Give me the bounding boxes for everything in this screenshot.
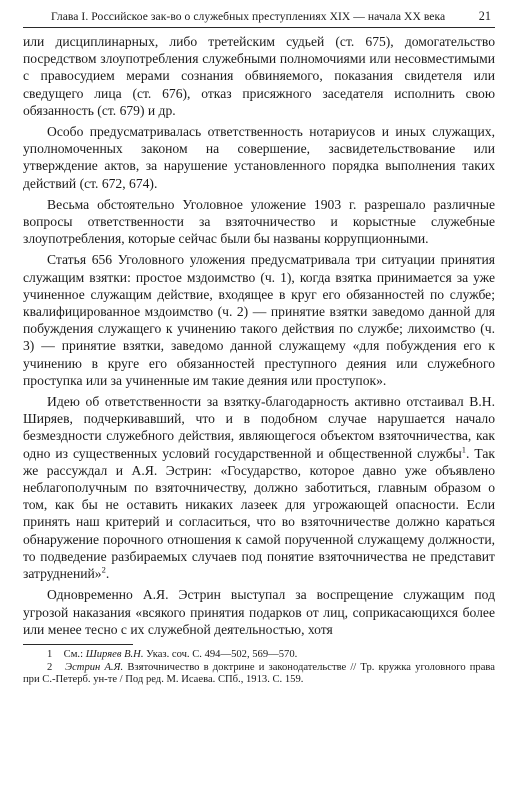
paragraph-article-656: Статья 656 Уголовного уложения предусматривала три ситуации принятия служащим взятки: простое мздоимство (ч. 1), когда взятка принимается за уже учиненное служащим действие, входящее в круг его обязанностей по службе; квалифицированное мздоимство (ч. 2) — принятие взятки заведомо данной для побуждения служащего к учинению такого действия по службе; лихоимство (ч. 3) — принятие взятки, заведомо данной служащему «для побуждения его к учинению в круге его обязанностей преступного деяния или служебного проступка или за учиненные им такие деяния или проступок». xyxy=(23,252,495,388)
running-title: Глава I. Российское зак-во о служебных преступлениях XIX — начала XX века xyxy=(51,10,446,23)
footnote-1 xyxy=(23,649,495,662)
paragraph-shiryaev-estrin xyxy=(23,393,495,582)
running-head xyxy=(23,9,495,28)
footnote-author: Ширяев В.Н. xyxy=(85,648,144,660)
body-text xyxy=(23,33,495,638)
footnote-ref-1[interactable]: 1 xyxy=(461,444,467,455)
footnote-text: Взяточничество в доктрине и законодательстве // Тр. кружка уголовного права при С.-Петерб. ун-те / Под ред. М. Исаева. СПб., 1913. С. 159. xyxy=(23,661,495,686)
paragraph-text: . xyxy=(105,566,110,582)
footnote-2 xyxy=(23,662,495,687)
footnote-ref-2[interactable]: 2 xyxy=(101,564,106,575)
footnote-divider xyxy=(23,644,133,645)
paragraph-gifts: Одновременно А.Я. Эстрин выступал за воспрещение служащим под угрозой наказания «всякого принятия подарков от лиц, соприкасающихся более или менее тесно с их служебной деятельностью, хотя xyxy=(23,587,495,637)
footnote-number: 2 xyxy=(47,661,53,673)
paragraph-code-1903: Весьма обстоятельно Уголовное уложение 1903 г. разрешало различные вопросы ответственности за взяточничество и корыстные служебные злоупотребления, которые сейчас были бы названы коррупционными. xyxy=(23,196,495,247)
paragraph-notaries: Особо предусматривалась ответственность нотариусов и иных служащих, уполномоченных законом на совершение, засвидетельствование или утверждение актов, за нарушение установленного порядка выполнения таких действий (ст. 672, 674). xyxy=(23,124,495,191)
paragraph-text: Идею об ответственности за взятку-благодарность активно отстаивал В.Н. Ширяев, подчеркивавший, что и в подобном случае нарушается начало безмездности служебного действия, являющегося объектом взяточничества, как одно из существенных условий государственной и общественной службы xyxy=(23,394,495,461)
page-number: 21 xyxy=(478,9,491,23)
footnote-number: 1 xyxy=(47,648,53,660)
footnote-author: Эстрин А.Я. xyxy=(65,661,124,673)
paragraph-text: . Так же рассуждал и А.Я. Эстрин: «Государство, которое давно уже объявлено неблагополучным по взяточничеству, должно заботиться, главным образом о том, как бы не оставить никаких лазеек для угрожающей опасности. Если принять наш критерий и согласиться, что во взяточничестве должно караться обнаружение порочного отношения к самой порученной служащему должности, то подведение разбираемых случаев под понятие взяточничества не представит затруднений» xyxy=(23,445,495,582)
paragraph-continuation: или дисциплинарных, либо третейским судьей (ст. 675), домогательство посредством злоупотребления служебными полномочиями или несовместимыми с правосудием мерами сознания обвиняемого, показания свидетеля или сведущего лица (ст. 676), отказ присяжного заседателя исполнить свою обязанность (ст. 679) и др. xyxy=(23,34,495,118)
footnote-text: Указ. соч. С. 494—502, 569—570. xyxy=(146,648,298,660)
footnotes xyxy=(23,649,495,687)
footnote-lead: См.: xyxy=(63,648,84,660)
